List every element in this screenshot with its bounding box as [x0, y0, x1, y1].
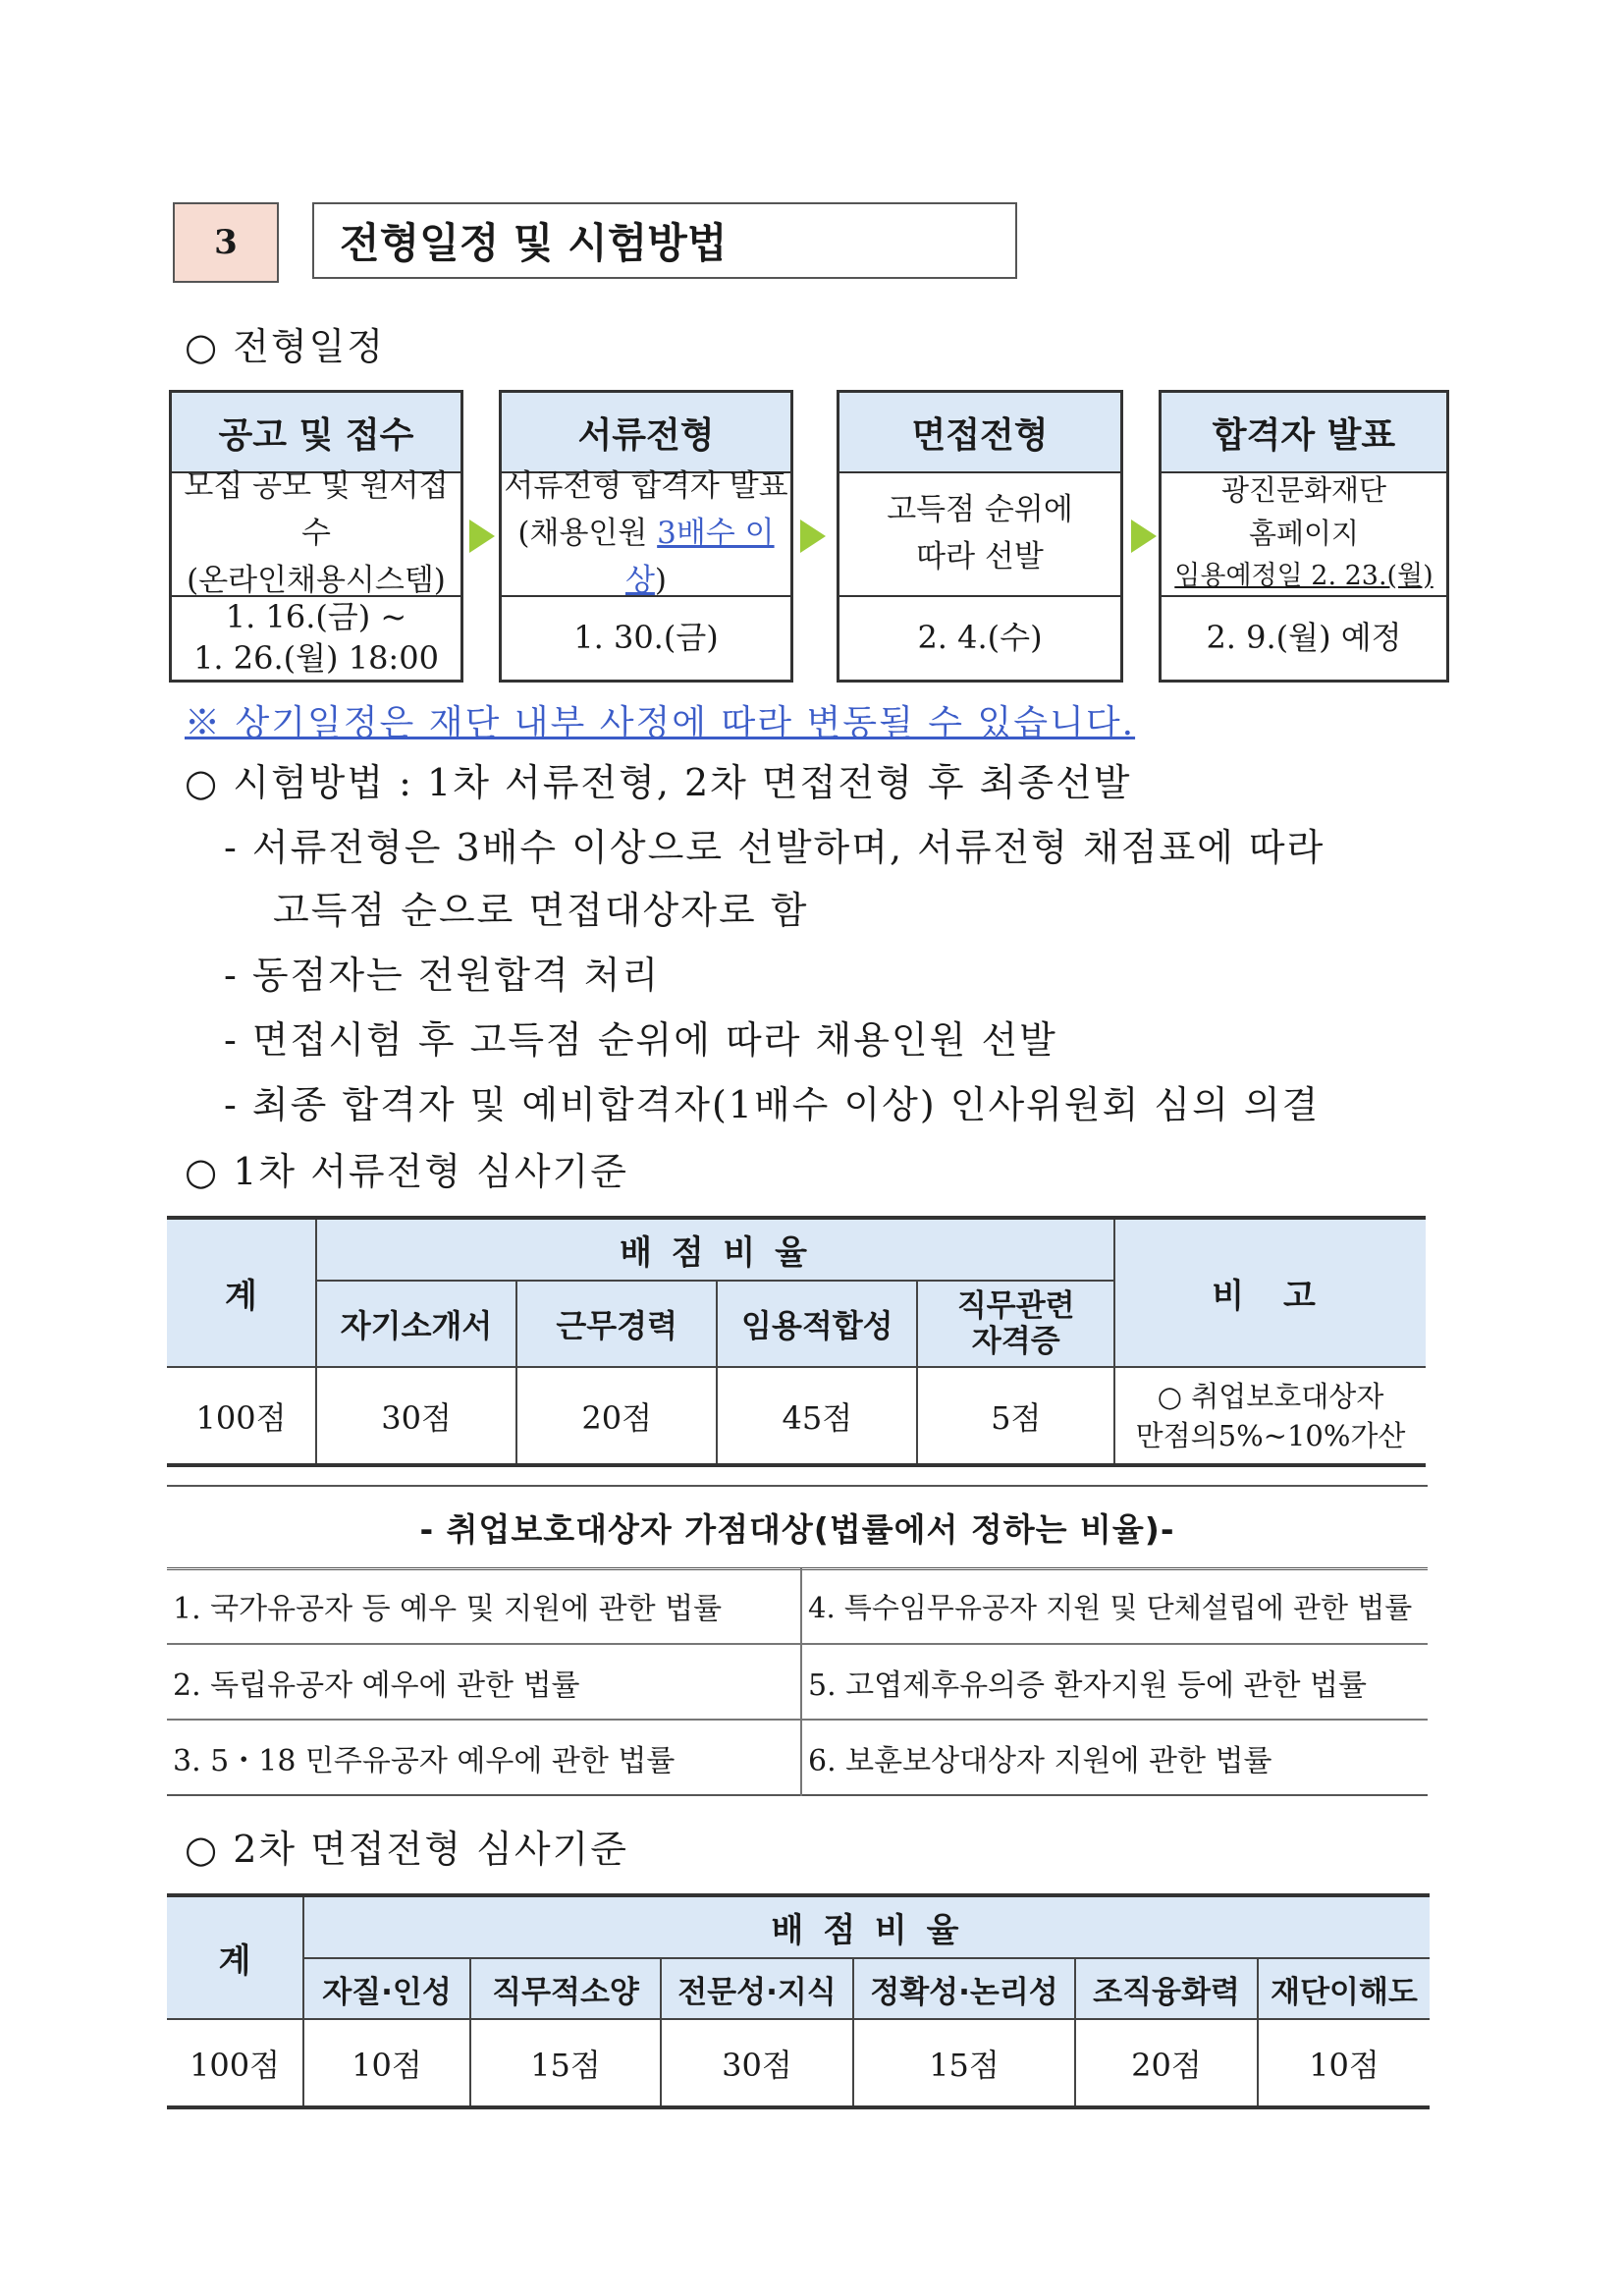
step-date [1162, 595, 1446, 680]
column-header: 자질·인성 [303, 1958, 470, 2019]
schedule-notice: ※ 상기일정은 재단 내부 사정에 따라 변동될 수 있습니다. [185, 703, 1136, 743]
section-number: 3 [173, 202, 279, 283]
step-date-line: 1. 30.(금) [573, 619, 719, 656]
doc-criteria-table [167, 1216, 1426, 1467]
value-cell: 30점 [661, 2019, 853, 2107]
column-header: 임용적합성 [717, 1281, 917, 1367]
step-date [502, 595, 790, 680]
ratio-header: 배 점 비 율 [316, 1218, 1114, 1281]
column-header: 조직융화력 [1075, 1958, 1258, 2019]
total-cell: 100점 [167, 1367, 316, 1465]
column-header: 자기소개서 [316, 1281, 516, 1367]
value-cell: 10점 [1258, 2019, 1430, 2107]
doc-criteria-heading: ○ 1차 서류전형 심사기준 [185, 1150, 628, 1193]
method-item-continuation: 고득점 순으로 면접대상자로 함 [273, 889, 809, 932]
arrow-right-icon [800, 519, 826, 553]
schedule-step-result [1159, 390, 1449, 683]
remark-cell [1114, 1367, 1426, 1465]
value-cell: 45점 [717, 1367, 917, 1465]
step-description [172, 468, 460, 598]
column-header: 전문성·지식 [661, 1958, 853, 2019]
step-description [839, 471, 1120, 597]
text-fragment: (채용인원 [517, 516, 658, 551]
law-cell: 5. 고엽제후유의증 환자지원 등에 관한 법률 [808, 1667, 1367, 1703]
text-fragment: ) [654, 563, 668, 598]
step-description-line [502, 510, 790, 604]
schedule-heading: ○ 전형일정 [185, 325, 386, 368]
law-cell: 4. 특수임무유공자 지원 및 단체설립에 관한 법률 [808, 1590, 1413, 1624]
method-item: - 면접시험 후 고득점 순위에 따라 채용인원 선발 [224, 1018, 1057, 1062]
total-cell: 100점 [167, 2019, 303, 2107]
method-item: - 동점자는 전원합격 처리 [224, 954, 661, 997]
column-header: 근무경력 [516, 1281, 717, 1367]
column-header: 직무관련 자격증 [917, 1281, 1114, 1367]
law-cell: 3. 5・18 민주유공자 예우에 관한 법률 [167, 1720, 801, 1795]
column-header: 정확성·논리성 [853, 1958, 1075, 2019]
step-date-line: 1. 26.(월) 18:00 [193, 639, 439, 677]
step-description [502, 468, 790, 598]
step-description-line: (온라인채용시스템) [187, 563, 446, 598]
bonus-table-title: - 취업보호대상자 가점대상(법률에서 정하는 비율)- [167, 1485, 1428, 1570]
value-cell: 20점 [1075, 2019, 1258, 2107]
law-cell: 1. 국가유공자 등 예우 및 지원에 관한 법률 [167, 1568, 801, 1644]
column-header: 재단이해도 [1258, 1958, 1430, 2019]
value-cell: 30점 [316, 1367, 516, 1465]
column-header: 직무적소양 [470, 1958, 661, 2019]
schedule-step-document [499, 390, 793, 683]
value-cell: 20점 [516, 1367, 717, 1465]
total-header: 계 [167, 1895, 303, 2019]
value-cell: 15점 [470, 2019, 661, 2107]
step-description-line: 서류전형 합격자 발표 [504, 468, 788, 504]
remark-line: ○ 취업보호대상자 [1157, 1379, 1384, 1413]
step-description-line: 따라 선발 [916, 539, 1044, 574]
law-cell: 6. 보훈보상대상자 지원에 관한 법률 [808, 1743, 1272, 1778]
step-date [172, 595, 460, 680]
step-date-line: 1. 16.(금) ~ [225, 598, 407, 635]
arrow-right-icon [1131, 519, 1157, 553]
value-cell: 10점 [303, 2019, 470, 2107]
multiple-highlight: 3배수 이상 [624, 516, 775, 598]
value-cell: 5점 [917, 1367, 1114, 1465]
method-item: - 서류전형은 3배수 이상으로 선발하며, 서류전형 채점표에 따라 [224, 826, 1325, 869]
value-cell: 15점 [853, 2019, 1075, 2107]
step-description [1162, 471, 1446, 597]
step-description-line: 모집 공모 및 원서접수 [184, 468, 449, 551]
arrow-right-icon [469, 519, 495, 553]
step-date-line: 2. 4.(수) [917, 619, 1043, 656]
remark-line: 만점의5%~10%가산 [1135, 1418, 1406, 1452]
step-title: 면접전형 [839, 393, 1120, 473]
step-date-line: 2. 9.(월) 예정 [1206, 619, 1402, 656]
step-date [839, 595, 1120, 680]
ratio-header: 배 점 비 율 [303, 1895, 1430, 1958]
step-description-line: 임용예정일 2. 23.(월) [1174, 561, 1434, 591]
interview-criteria-heading: ○ 2차 면접전형 심사기준 [185, 1828, 628, 1871]
method-item: - 최종 합격자 및 예비합격자(1배수 이상) 인사위원회 심의 의결 [224, 1083, 1321, 1126]
section-title: 전형일정 및 시험방법 [312, 202, 1017, 279]
schedule-step-interview [837, 390, 1123, 683]
step-title: 서류전형 [502, 393, 790, 473]
method-heading: ○ 시험방법 : 1차 서류전형, 2차 면접전형 후 최종선발 [185, 761, 1132, 804]
step-title: 합격자 발표 [1162, 393, 1446, 473]
remark-header: 비 고 [1114, 1218, 1426, 1367]
step-description-line: 광진문화재단 [1220, 473, 1387, 507]
bonus-law-table [167, 1568, 1428, 1796]
step-description-line: 고득점 순위에 [887, 492, 1073, 527]
total-header: 계 [167, 1218, 316, 1367]
law-cell: 2. 독립유공자 예우에 관한 법률 [167, 1644, 801, 1720]
schedule-step-announcement [169, 390, 463, 683]
interview-criteria-table [167, 1893, 1430, 2109]
step-description-line: 홈페이지 [1248, 517, 1360, 550]
step-title: 공고 및 접수 [172, 393, 460, 473]
